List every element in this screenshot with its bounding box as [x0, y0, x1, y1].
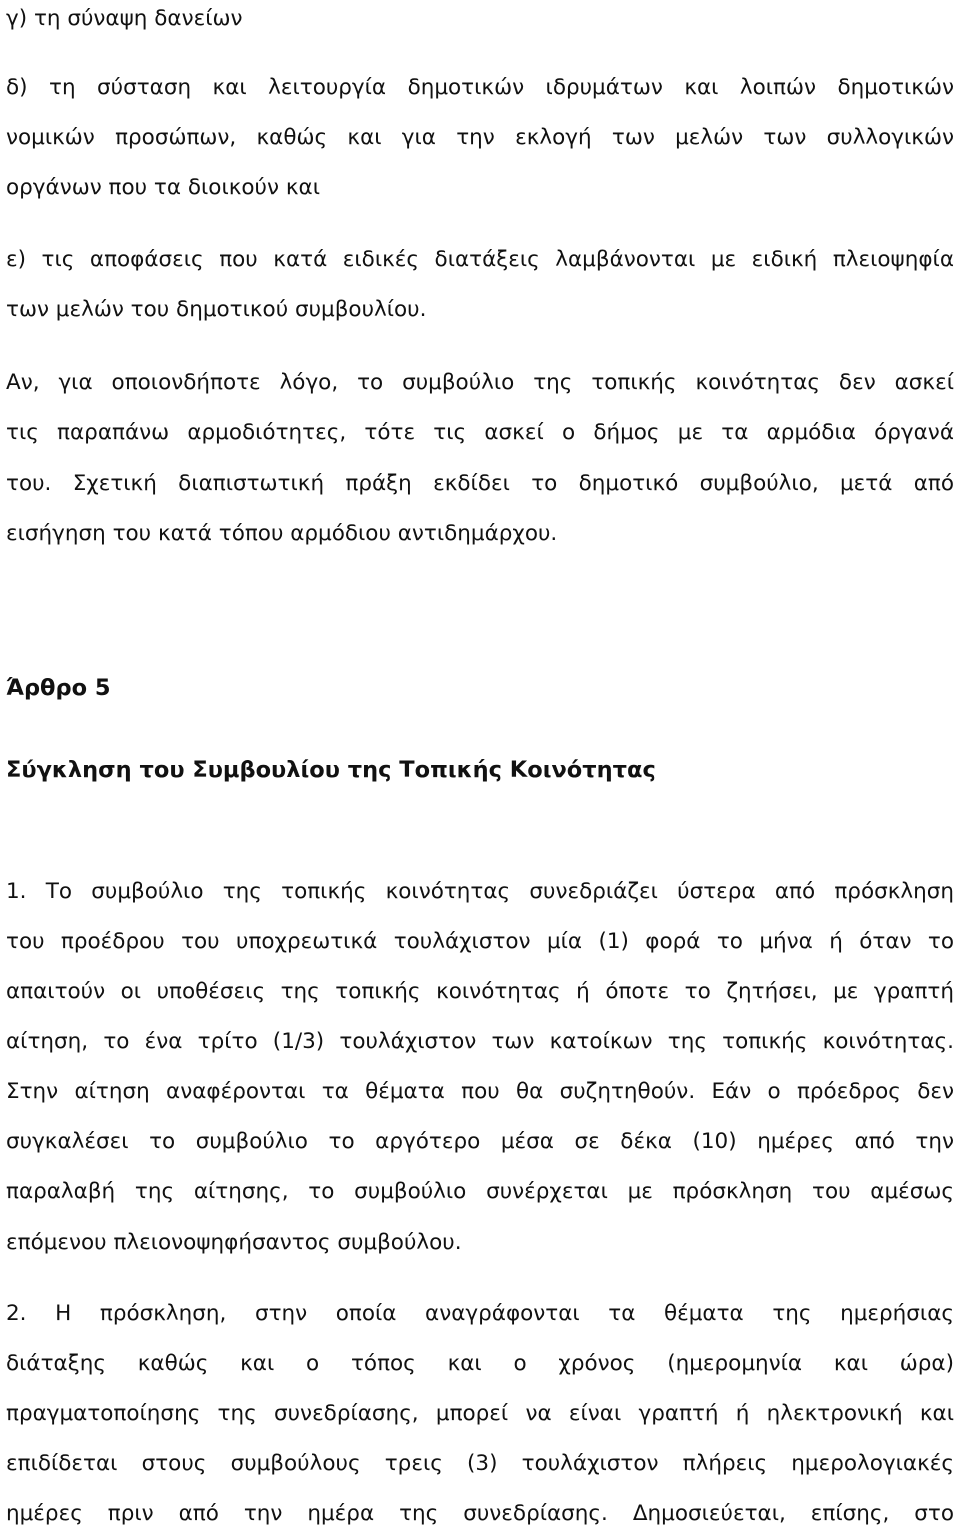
- text-line: εισήγηση του κατά τόπου αρμόδιου αντιδημάρχου.: [6, 521, 558, 546]
- text-line: Αν, για οποιονδήποτε λόγο, το συμβούλιο της τοπικής κοινότητας δεν ασκεί: [6, 370, 954, 395]
- text-line: νομικών προσώπων, καθώς και για την εκλογή των μελών των συλλογικών: [6, 125, 954, 150]
- text-line: πραγματοποίησης της συνεδρίασης, μπορεί να είναι γραπτή ή ηλεκτρονική και: [6, 1401, 954, 1426]
- text-line: των μελών του δημοτικού συμβουλίου.: [6, 297, 427, 322]
- text-line: αίτηση, το ένα τρίτο (1/3) τουλάχιστον των κατοίκων της τοπικής κοινότητας.: [6, 1029, 954, 1054]
- text-line: διάταξης καθώς και ο τόπος και ο χρόνος (ημερομηνία και ώρα): [6, 1351, 954, 1376]
- text-line: γ) τη σύναψη δανείων: [6, 6, 243, 31]
- text-line: επιδίδεται στους συμβούλους τρεις (3) τουλάχιστον πλήρεις ημερολογιακές: [6, 1451, 954, 1476]
- text-line: 2. Η πρόσκληση, στην οποία αναγράφονται τα θέματα της ημερήσιας: [6, 1301, 954, 1326]
- text-line: επόμενου πλειονοψηφήσαντος συμβούλου.: [6, 1230, 462, 1255]
- text-line: τις παραπάνω αρμοδιότητες, τότε τις ασκεί ο δήμος με τα αρμόδια όργανά: [6, 420, 954, 445]
- text-line: Στην αίτηση αναφέρονται τα θέματα που θα συζητηθούν. Εάν ο πρόεδρος δεν: [6, 1079, 954, 1104]
- text-line: ε) τις αποφάσεις που κατά ειδικές διατάξεις λαμβάνονται με ειδική πλειοψηφία: [6, 247, 954, 272]
- text-line: ημέρες πριν από την ημέρα της συνεδρίασης. Δημοσιεύεται, επίσης, στο: [6, 1501, 954, 1526]
- text-line: δ) τη σύσταση και λειτουργία δημοτικών ιδρυμάτων και λοιπών δημοτικών: [6, 75, 954, 100]
- text-line: οργάνων που τα διοικούν και: [6, 175, 320, 200]
- article-title: Σύγκληση του Συμβουλίου της Τοπικής Κοινότητας: [6, 757, 656, 783]
- text-line: απαιτούν οι υποθέσεις της τοπικής κοινότητας ή όποτε το ζητήσει, με γραπτή: [6, 979, 954, 1004]
- text-line: παραλαβή της αίτησης, το συμβούλιο συνέρχεται με πρόσκληση του αμέσως: [6, 1179, 954, 1204]
- text-line: 1. Το συμβούλιο της τοπικής κοινότητας συνεδριάζει ύστερα από πρόσκληση: [6, 879, 954, 904]
- text-line: του προέδρου του υποχρεωτικά τουλάχιστον μία (1) φορά το μήνα ή όταν το: [6, 929, 954, 954]
- text-line: συγκαλέσει το συμβούλιο το αργότερο μέσα σε δέκα (10) ημέρες από την: [6, 1129, 954, 1154]
- article-heading: Άρθρο 5: [6, 675, 111, 701]
- text-line: του. Σχετική διαπιστωτική πράξη εκδίδει το δημοτικό συμβούλιο, μετά από: [6, 471, 954, 496]
